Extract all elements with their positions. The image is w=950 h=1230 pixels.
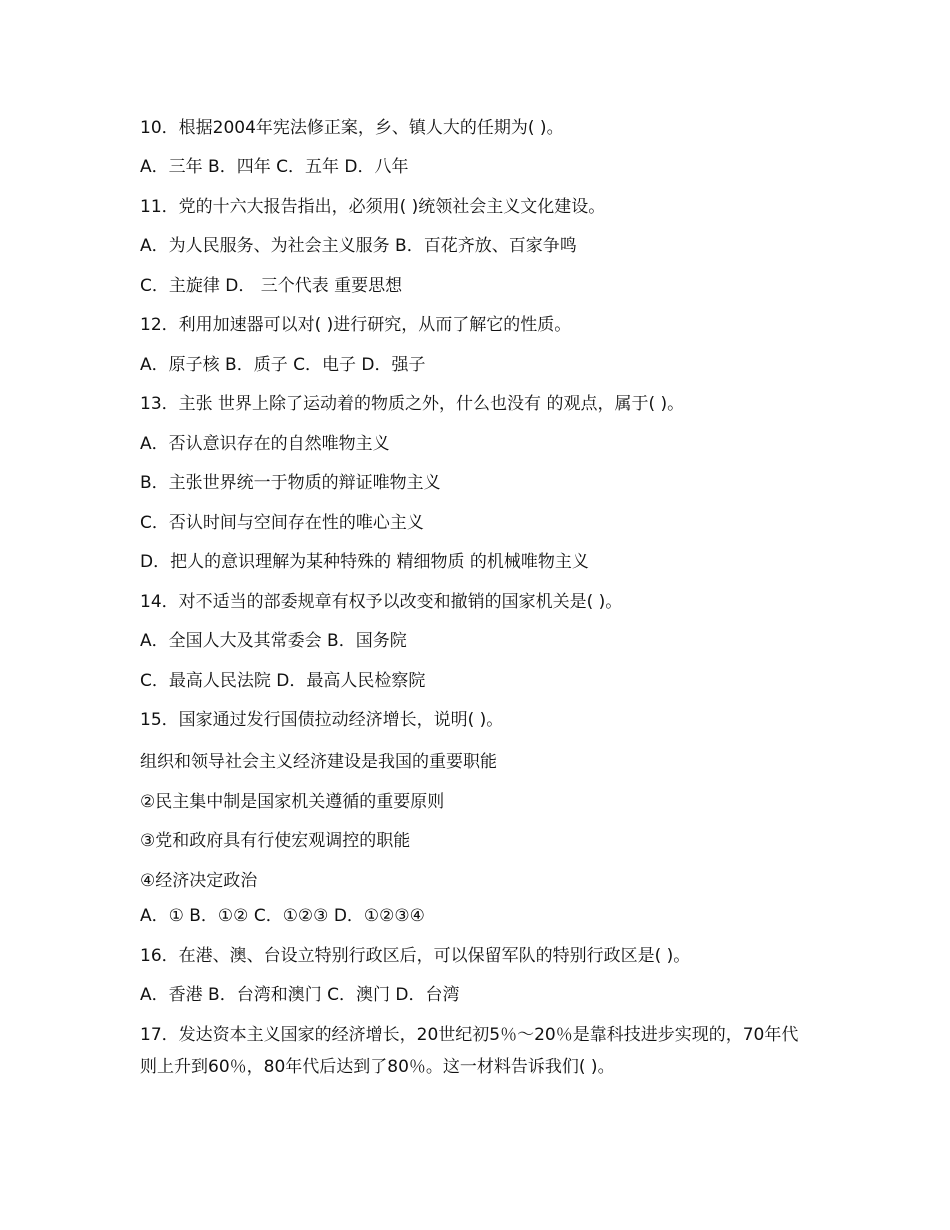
- question-13-option-c: C．否认时间与空间存在性的唯心主义: [140, 513, 424, 533]
- question-11: 11．党的十六大报告指出，必须用( )统领社会主义文化建设。: [140, 197, 606, 217]
- question-16-options: A．香港 B．台湾和澳门 C．澳门 D．台湾: [140, 985, 460, 1005]
- question-10-options: A．三年 B．四年 C．五年 D．八年: [140, 157, 409, 177]
- question-15: 15．国家通过发行国债拉动经济增长，说明( )。: [140, 710, 504, 730]
- question-10: 10．根据2004年宪法修正案，乡、镇人大的任期为( )。: [140, 118, 564, 138]
- question-15-statement-4: ④经济决定政治: [140, 871, 258, 891]
- question-13-option-a: A．否认意识存在的自然唯物主义: [140, 434, 390, 454]
- question-14-options-cd: C．最高人民法院 D．最高人民检察院: [140, 671, 426, 691]
- question-14: 14．对不适当的部委规章有权予以改变和撤销的国家机关是( )。: [140, 592, 623, 612]
- question-17: 17．发达资本主义国家的经济增长，20世纪初5％～20％是靠科技进步实现的，70年代则上升到60％，80年代后达到了80％。这一材料告诉我们( )。: [140, 1025, 799, 1077]
- question-15-options: A．① B．①② C．①②③ D．①②③④: [140, 906, 425, 926]
- question-12-options: A．原子核 B．质子 C．电子 D．强子: [140, 355, 426, 375]
- question-13-option-d: D．把人的意识理解为某种特殊的 精细物质 的机械唯物主义: [140, 552, 589, 572]
- question-15-statement-1: 组织和领导社会主义经济建设是我国的重要职能: [140, 752, 497, 772]
- question-15-statement-2: ②民主集中制是国家机关遵循的重要原则: [140, 792, 445, 812]
- question-15-statement-3: ③党和政府具有行使宏观调控的职能: [140, 831, 411, 851]
- question-11-options-ab: A．为人民服务、为社会主义服务 B．百花齐放、百家争鸣: [140, 236, 577, 256]
- question-12: 12．利用加速器可以对( )进行研究，从而了解它的性质。: [140, 315, 572, 335]
- question-16: 16．在港、澳、台设立特别行政区后，可以保留军队的特别行政区是( )。: [140, 946, 691, 966]
- question-13-option-b: B．主张世界统一于物质的辩证唯物主义: [140, 473, 441, 493]
- question-11-options-cd: C．主旋律 D． 三个代表 重要思想: [140, 276, 403, 296]
- question-14-options-ab: A．全国人大及其常委会 B．国务院: [140, 631, 407, 651]
- question-13: 13．主张 世界上除了运动着的物质之外，什么也没有 的观点，属于( )。: [140, 394, 685, 414]
